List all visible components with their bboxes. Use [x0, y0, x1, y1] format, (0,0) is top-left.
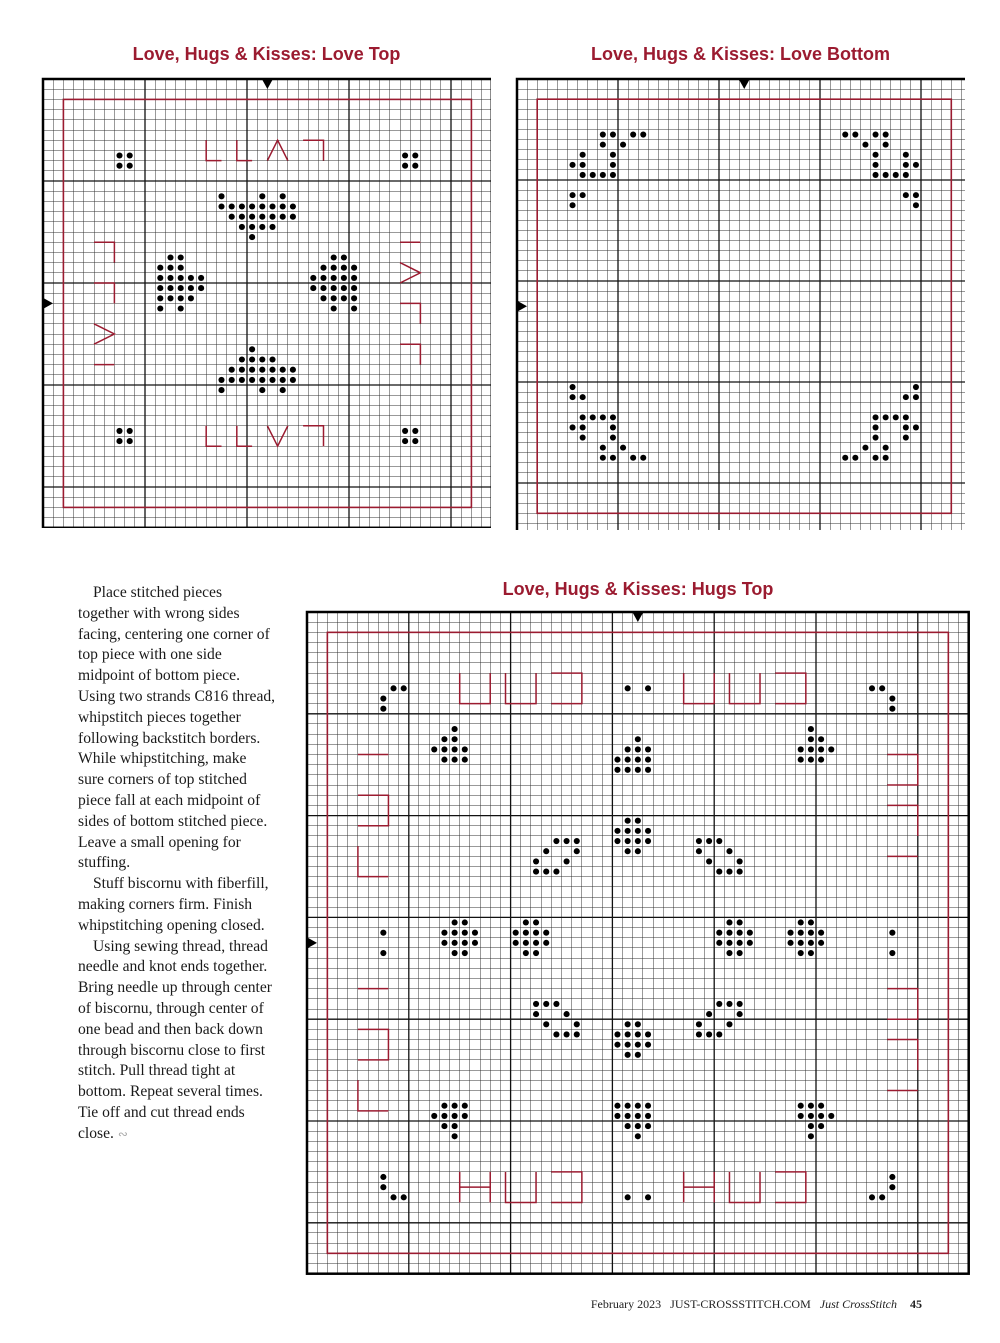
chart-title-love-top: Love, Hugs & Kisses: Love Top: [132, 44, 401, 64]
footer-magazine: Just CrossStitch: [819, 1297, 897, 1311]
instructions-paragraph: Place stitched pieces together with wrong sides facing, centering one corner of top piece with one side midpoint of bottom piece. Using two strands C816 thread, whipstitch pieces together following backstitch borders. While whipstitching, make sure corners of top stitched piece fall at each midpoint of sides of bottom stitched piece. Leave a small opening for stuffing.: [78, 584, 276, 872]
chart-love-bottom: [515, 77, 965, 530]
finishing-instructions: [78, 583, 276, 1145]
chart-hugs-top: [305, 610, 971, 1276]
end-of-article-icon: ∾: [117, 1126, 128, 1141]
page-number: 45: [910, 1297, 922, 1311]
footer-website: JUST-CROSSSTITCH.COM: [670, 1297, 811, 1311]
instructions-paragraph: Using sewing thread, thread needle and knot ends together. Bring needle up through center of biscornu, through center of one bead and then back down through biscornu close to first stitch. Pull thread tight at bottom. Repeat several times. Tie off and cut thread ends close. ∾: [78, 937, 272, 1142]
instructions-paragraph: Stuff biscornu with fiberfill, making corners firm. Finish whipstitching opening closed.: [78, 875, 269, 934]
chart-title-hugs-top: Love, Hugs & Kisses: Hugs Top: [502, 579, 774, 599]
chart-title-love-bottom: Love, Hugs & Kisses: Love Bottom: [590, 44, 891, 64]
footer-date: February 2023: [590, 1297, 662, 1311]
chart-love-top: [41, 77, 491, 528]
page-footer: [585, 1297, 922, 1312]
